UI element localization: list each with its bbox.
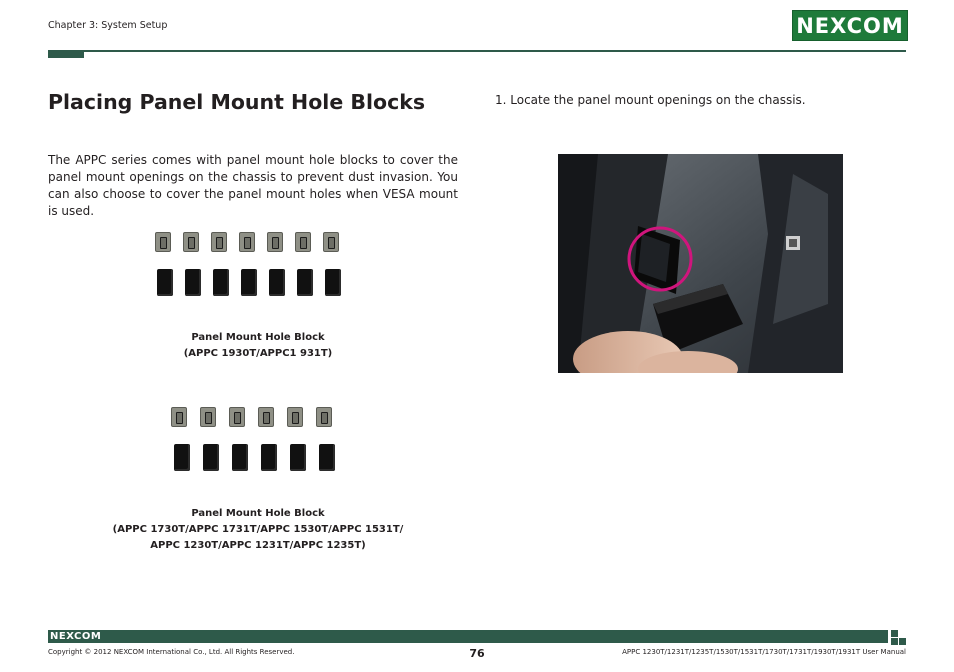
hole-block-back: [241, 269, 257, 296]
hole-block-back: [290, 444, 306, 471]
figure-1-caption-line2: (APPC 1930T/APPC1 931T): [183, 348, 333, 359]
hole-block-front: [323, 232, 339, 252]
page-number: 76: [469, 647, 485, 660]
hole-block-front: [287, 407, 303, 427]
hole-block-front: [211, 232, 227, 252]
nexcom-logo: NEXCOM: [792, 10, 908, 41]
hole-block-front: [155, 232, 171, 252]
hole-block-back: [325, 269, 341, 296]
hole-block-back: [319, 444, 335, 471]
copyright-text: Copyright © 2012 NEXCOM International Co., Ltd. All Rights Reserved.: [48, 648, 295, 656]
figure-2-caption: [108, 506, 408, 554]
step-1-text: 1. Locate the panel mount openings on the chassis.: [495, 93, 806, 107]
figure-1-caption-line1: Panel Mount Hole Block: [191, 332, 325, 343]
figure-1-caption: [148, 330, 368, 362]
hole-block-front: [258, 407, 274, 427]
figure-2-bottom-row: [174, 444, 335, 471]
hole-block-back: [213, 269, 229, 296]
hole-block-back: [157, 269, 173, 296]
header-tab: [48, 50, 84, 58]
hole-block-back: [261, 444, 277, 471]
hole-block-front: [200, 407, 216, 427]
footer-bar: [48, 630, 888, 643]
hole-block-back: [232, 444, 248, 471]
figure-2-caption-line3: APPC 1230T/APPC 1231T/APPC 1235T): [150, 540, 366, 551]
chassis-photo-illustration: [558, 154, 843, 373]
hole-block-front: [295, 232, 311, 252]
hole-block-front: [183, 232, 199, 252]
hole-block-front: [239, 232, 255, 252]
manual-title: APPC 1230T/1231T/1235T/1530T/1531T/1730T/1731T/1930T/1931T User Manual: [622, 648, 906, 656]
page-title: Placing Panel Mount Hole Blocks: [48, 90, 426, 114]
header-rule: [48, 50, 906, 52]
footer-square-top: [891, 630, 898, 637]
hole-block-back: [269, 269, 285, 296]
hole-block-back: [185, 269, 201, 296]
hole-block-front: [316, 407, 332, 427]
hole-block-front: [171, 407, 187, 427]
footer-square-right: [899, 638, 906, 645]
footer-square-bottom: [891, 638, 898, 645]
figure-1-top-row: [155, 232, 339, 252]
chapter-label: Chapter 3: System Setup: [48, 20, 168, 31]
figure-2-caption-line2: (APPC 1730T/APPC 1731T/APPC 1530T/APPC 1531T/: [112, 524, 404, 535]
figure-2-top-row: [171, 407, 332, 427]
intro-paragraph: The APPC series comes with panel mount hole blocks to cover the panel mount openings on the chassis to prevent dust invasion. You can also choose to cover the panel mount holes when VESA mount is used.: [48, 153, 458, 218]
figure-1-bottom-row: [157, 269, 341, 296]
hole-block-front: [229, 407, 245, 427]
hole-block-back: [203, 444, 219, 471]
hole-block-back: [174, 444, 190, 471]
chassis-photo: [558, 154, 843, 373]
figure-2-caption-line1: Panel Mount Hole Block: [191, 508, 325, 519]
footer-logo: NEXCOM: [50, 631, 102, 642]
hole-block-back: [297, 269, 313, 296]
hole-block-front: [267, 232, 283, 252]
